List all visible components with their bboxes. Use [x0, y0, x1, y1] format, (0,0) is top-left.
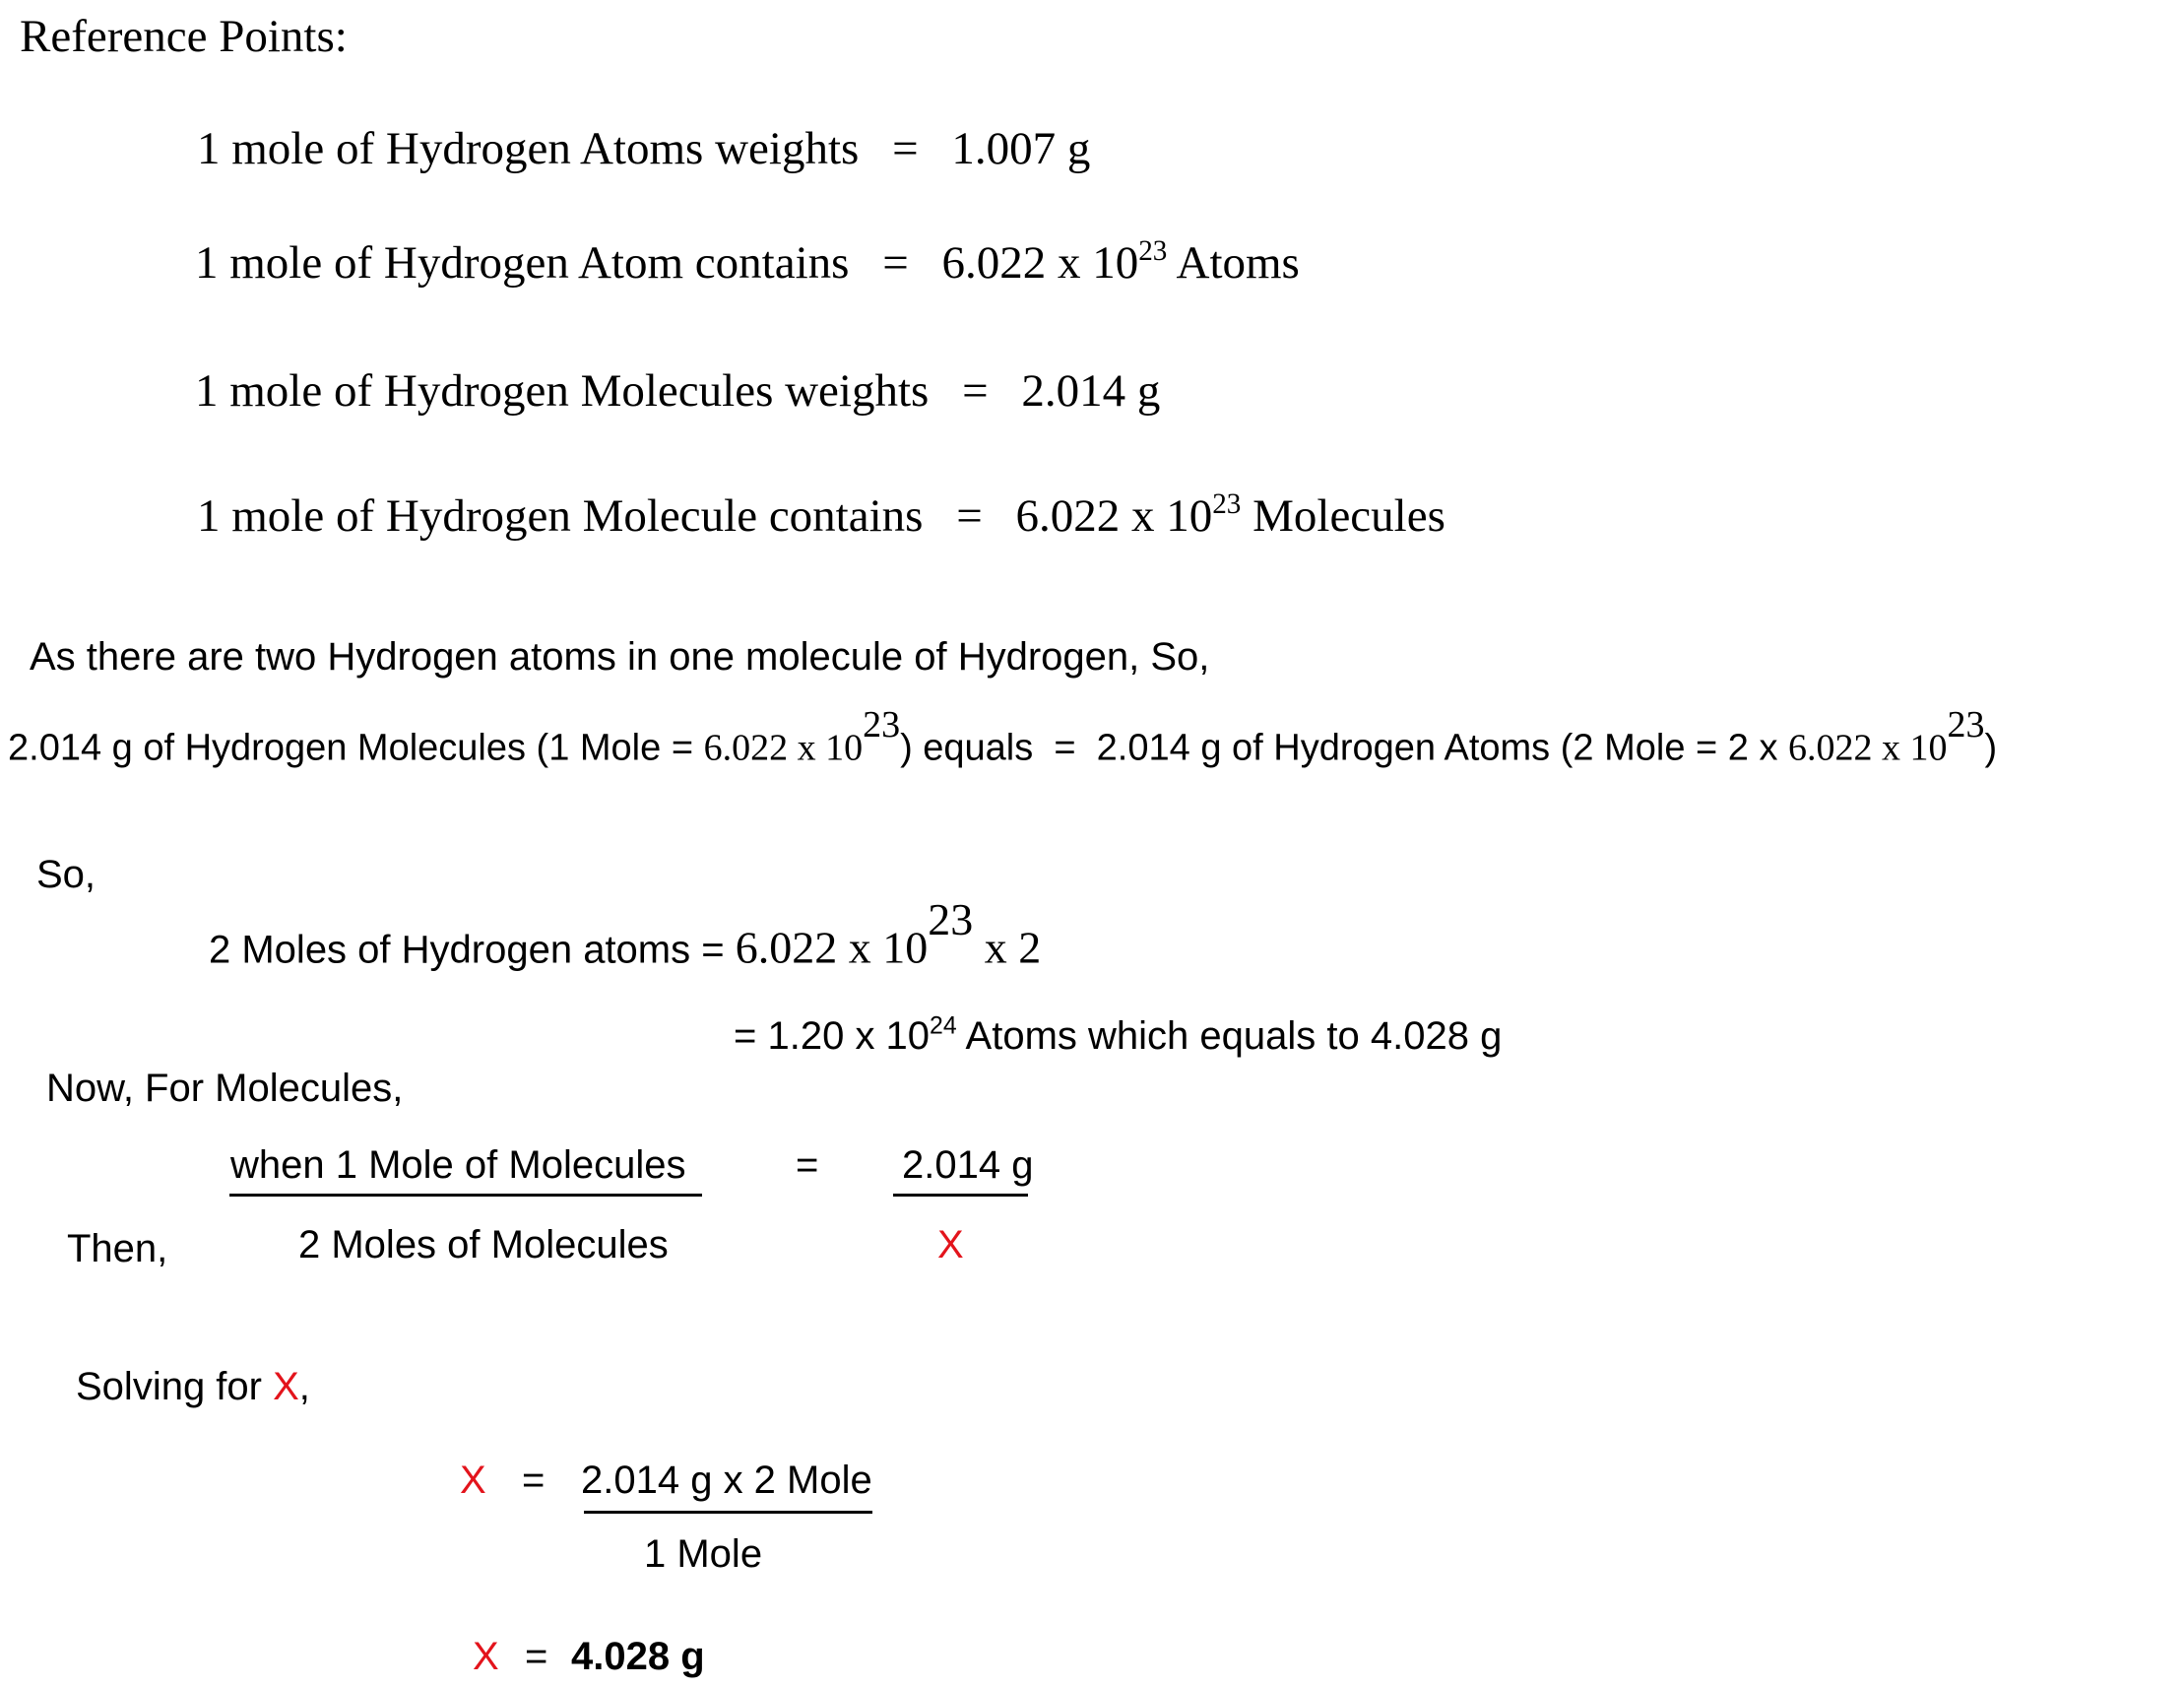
molecules-heading: Now, For Molecules,	[46, 1067, 404, 1110]
solving-line	[76, 1367, 310, 1406]
proportion-equals: =	[796, 1143, 819, 1187]
reference-3-right: 2.014 g	[1021, 365, 1161, 417]
reference-2-value: 6.022 x 10	[941, 237, 1139, 289]
reference-line-3	[195, 365, 1161, 417]
reference-4-unit: Molecules	[1253, 490, 1445, 542]
equality-line	[8, 704, 1998, 769]
reference-line-2	[195, 234, 1300, 289]
reference-4-left: 1 mole of Hydrogen Molecule contains	[197, 490, 924, 542]
reference-3-equals: =	[962, 365, 989, 417]
proportion-right-top: 2.014 g	[902, 1143, 1034, 1187]
solving-variable: X	[273, 1365, 299, 1408]
result-atoms-suffix: Atoms which equals to 4.028 g	[956, 1014, 1503, 1058]
statement-text: As there are two Hydrogen atoms in one molecule of Hydrogen, So,	[30, 635, 1210, 679]
reference-2-exponent: 23	[1138, 234, 1168, 267]
reference-line-4	[197, 487, 1445, 542]
solution-fraction-bar	[584, 1511, 872, 1514]
solving-comma: ,	[298, 1365, 310, 1408]
equality-exponent-2: 23	[1947, 704, 1985, 746]
so-label: So,	[36, 853, 96, 896]
reference-4-equals: =	[956, 490, 983, 542]
final-answer: 4.028 g	[571, 1635, 705, 1678]
result-atoms-exponent: 24	[930, 1012, 957, 1040]
reference-2-left: 1 mole of Hydrogen Atom contains	[195, 237, 850, 289]
equality-part-2: ) equals = 2.014 g of Hydrogen Atoms (2 Mole = 2 x	[900, 727, 1789, 769]
reference-3-left: 1 mole of Hydrogen Molecules weights	[195, 365, 930, 417]
final-variable: X	[473, 1635, 499, 1678]
reference-1-equals: =	[892, 123, 919, 174]
moles-atoms-line	[209, 894, 1042, 973]
page-heading: Reference Points:	[20, 11, 348, 62]
reference-1-left: 1 mole of Hydrogen Atoms weights	[197, 123, 860, 174]
result-atoms-line	[734, 1012, 1503, 1058]
moles-atoms-value: 6.022 x 10	[735, 922, 929, 973]
moles-atoms-label: 2 Moles of Hydrogen atoms =	[209, 928, 736, 972]
solution-equals: =	[522, 1459, 546, 1502]
reference-4-value: 6.022 x 10	[1015, 490, 1213, 542]
proportion-left-top: when 1 Mole of Molecules	[230, 1143, 686, 1187]
proportion-right-bottom-variable: X	[937, 1223, 964, 1266]
equality-part-3: )	[1984, 727, 1998, 769]
equality-value-1: 6.022 x 10	[703, 727, 864, 769]
equality-exponent-1: 23	[863, 704, 901, 746]
then-label: Then,	[67, 1227, 168, 1270]
solving-text: Solving for	[76, 1365, 274, 1408]
equality-value-2: 6.022 x 10	[1788, 727, 1948, 769]
moles-atoms-multiplier: x 2	[973, 922, 1042, 973]
final-equals: =	[525, 1635, 548, 1678]
reference-2-unit: Atoms	[1176, 237, 1300, 289]
proportion-left-bottom: 2 Moles of Molecules	[298, 1223, 669, 1266]
result-atoms-prefix: = 1.20 x 10	[734, 1014, 931, 1058]
proportion-left-fraction-bar	[229, 1194, 702, 1197]
proportion-right-fraction-bar	[893, 1194, 1028, 1197]
solution-denominator: 1 Mole	[644, 1532, 763, 1576]
reference-2-equals: =	[882, 237, 909, 289]
moles-atoms-exponent: 23	[928, 894, 974, 944]
reference-line-1	[197, 123, 1091, 174]
equality-part-1: 2.014 g of Hydrogen Molecules (1 Mole =	[8, 727, 704, 769]
solution-variable: X	[460, 1459, 486, 1502]
reference-4-exponent: 23	[1212, 487, 1242, 520]
reference-1-right: 1.007 g	[951, 123, 1091, 174]
solution-numerator: 2.014 g x 2 Mole	[581, 1459, 872, 1502]
